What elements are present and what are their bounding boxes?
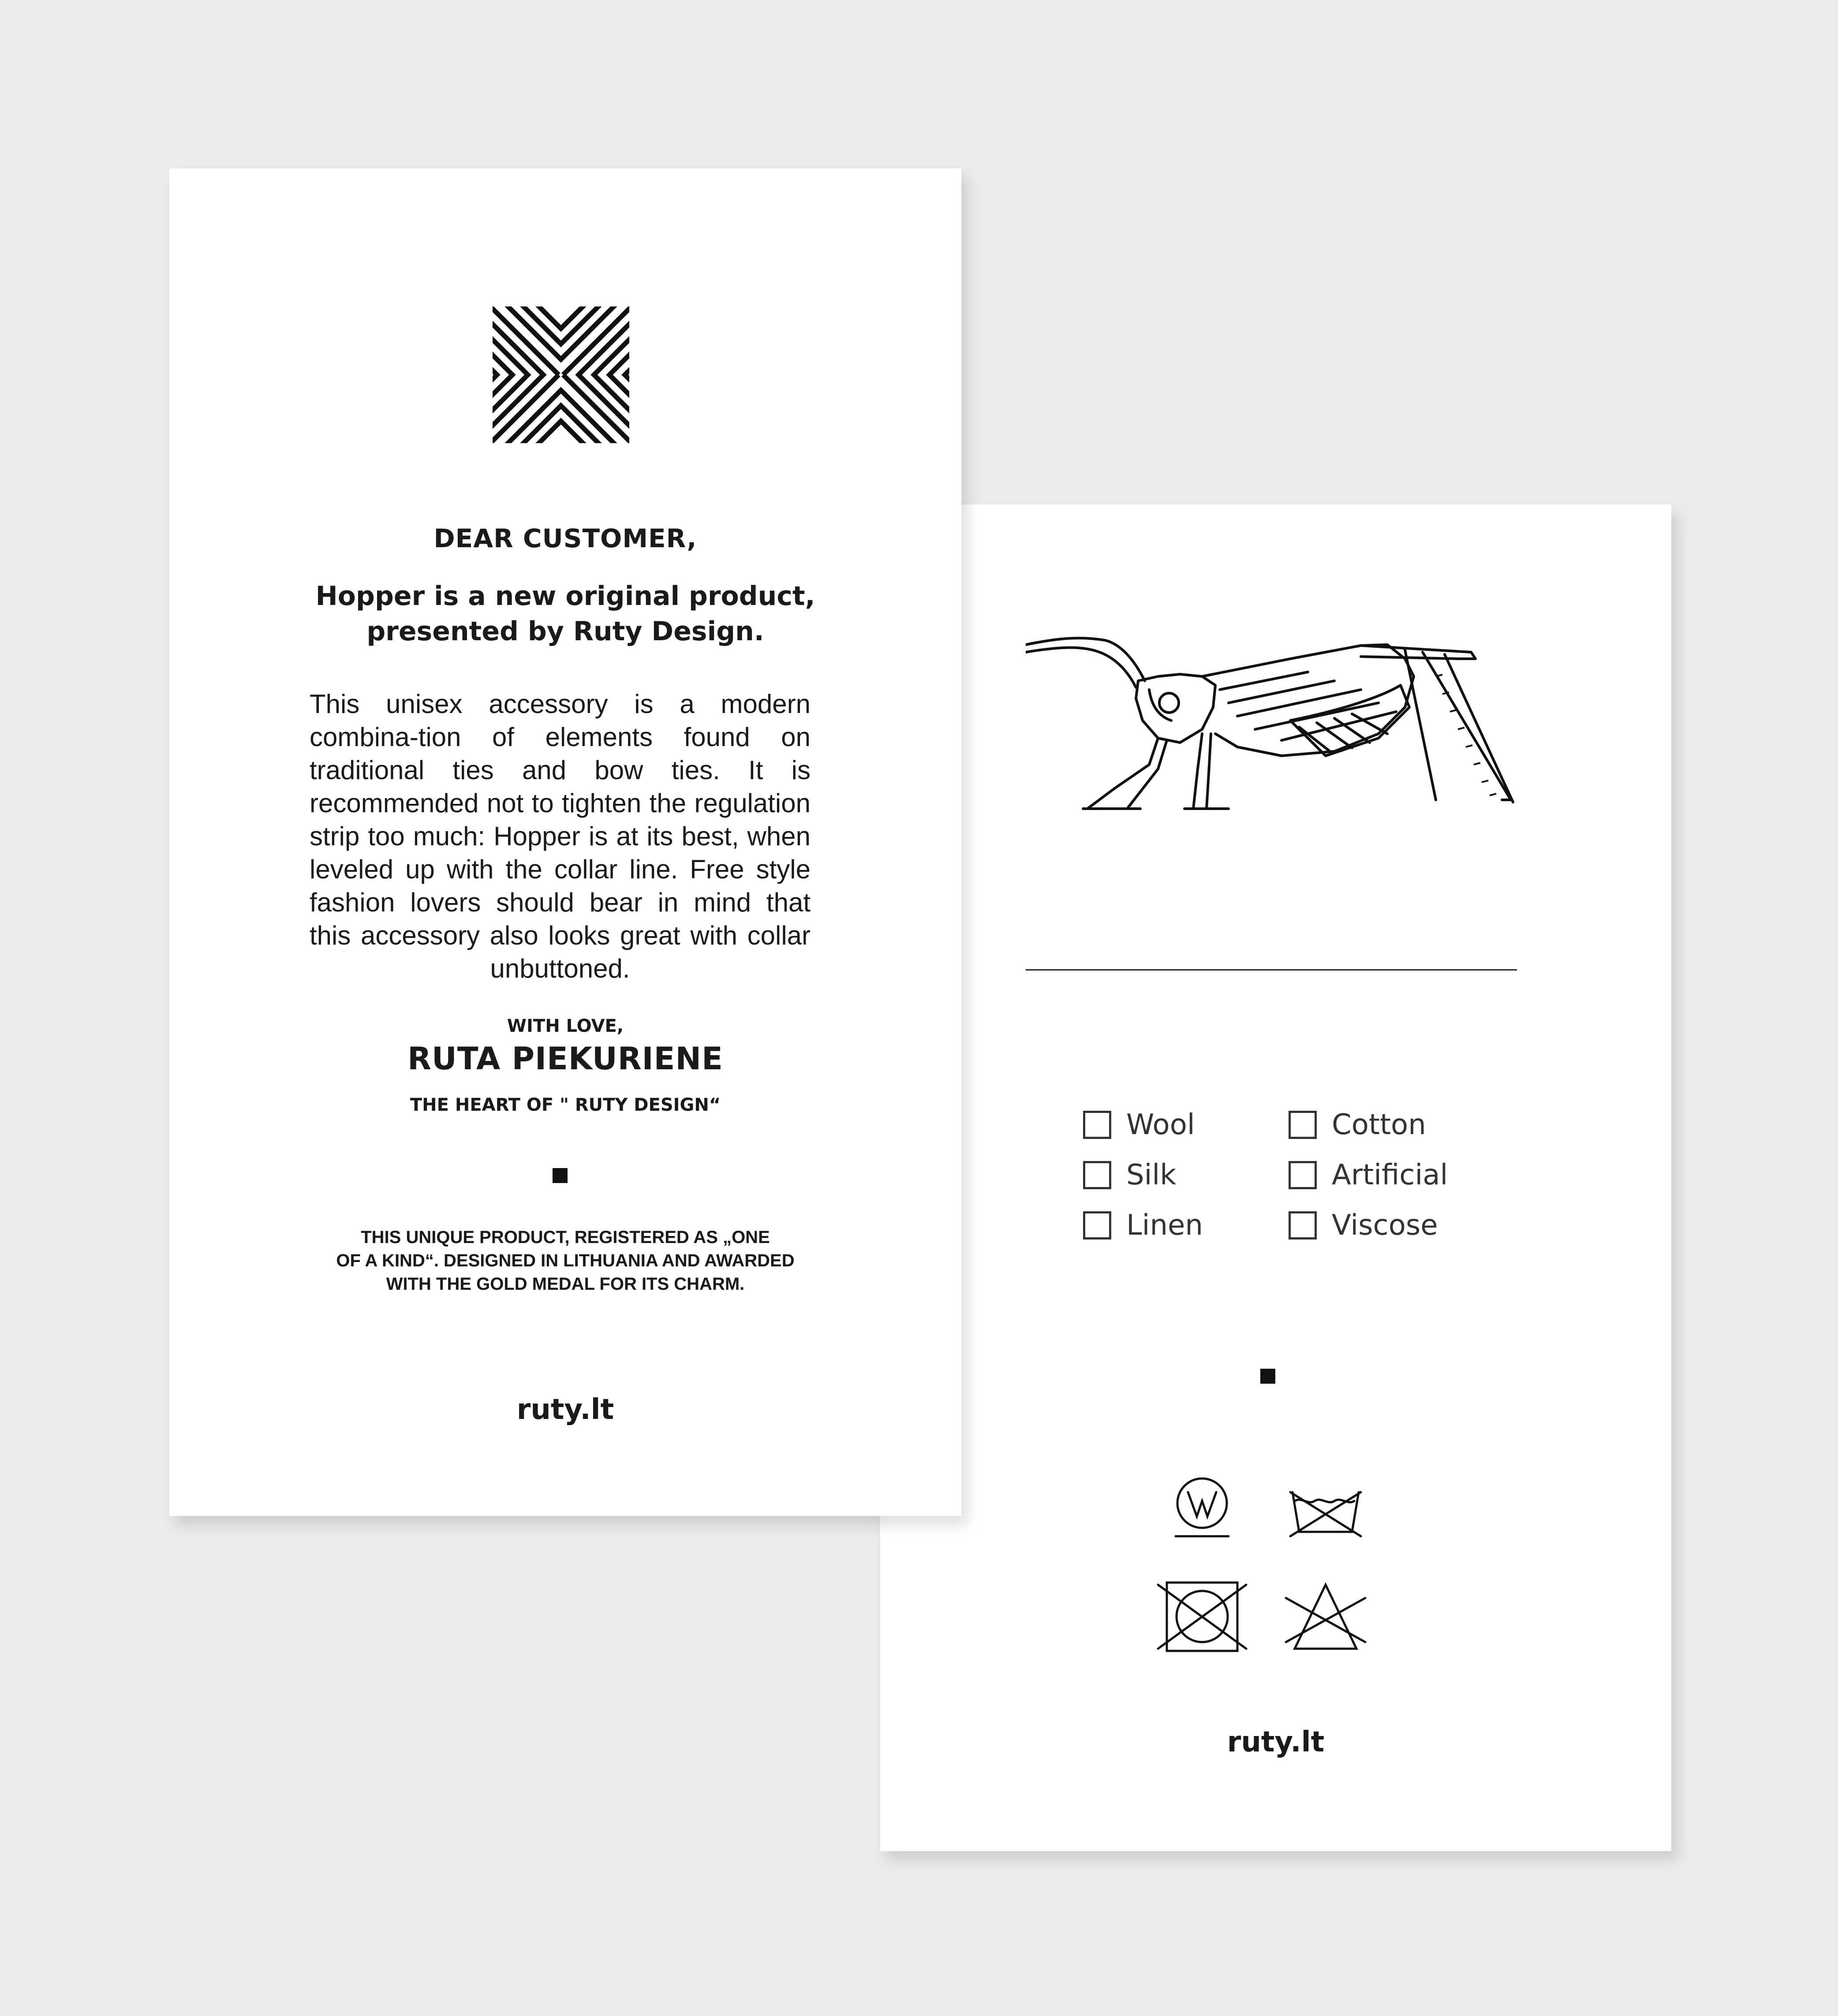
- product-card-front: [169, 168, 961, 1516]
- checkbox[interactable]: [1289, 1111, 1317, 1139]
- intro-line: presented by Ruty Design.: [366, 616, 764, 647]
- legal-line: OF A KIND“. DESIGNED IN LITHUANIA AND AWARDED: [336, 1251, 795, 1270]
- product-card-back: [880, 504, 1671, 1851]
- website-url: ruty.lt: [1227, 1726, 1325, 1758]
- checkbox[interactable]: [1289, 1211, 1317, 1239]
- closing-text: WITH LOVE,: [507, 1016, 624, 1036]
- legal-line: WITH THE GOLD MEDAL FOR ITS CHARM.: [386, 1274, 745, 1294]
- greeting-heading: DEAR CUSTOMER,: [433, 523, 697, 553]
- legal-line: THIS UNIQUE PRODUCT, REGISTERED AS „ONE: [361, 1228, 770, 1247]
- legal-note: [169, 1226, 961, 1296]
- professional-wet-clean-icon: [1176, 1478, 1229, 1536]
- checkbox[interactable]: [1083, 1161, 1111, 1189]
- fiber-label: Viscose: [1332, 1209, 1438, 1242]
- signer-name: RUTA PIEKURIENE: [407, 1041, 723, 1077]
- fiber-option-linen[interactable]: [1083, 1209, 1203, 1242]
- website-url: ruty.lt: [516, 1393, 614, 1426]
- signer-role: THE HEART OF " RUTY DESIGN“: [410, 1095, 721, 1115]
- fiber-option-cotton[interactable]: [1289, 1109, 1426, 1141]
- square-bullet-icon: [1260, 1369, 1275, 1384]
- do-not-wash-icon: [1290, 1492, 1361, 1536]
- square-bullet-icon: [553, 1168, 568, 1183]
- do-not-tumble-dry-icon: [1158, 1583, 1246, 1651]
- fiber-label: Cotton: [1332, 1109, 1426, 1141]
- fiber-label: Artificial: [1332, 1159, 1448, 1191]
- product-name-write-line: [1026, 969, 1517, 971]
- ruty-logo-icon: [493, 306, 629, 443]
- checkbox[interactable]: [1083, 1211, 1111, 1239]
- intro-line: Hopper is a new original product,: [315, 581, 815, 612]
- fiber-option-silk[interactable]: [1083, 1159, 1176, 1191]
- checkbox[interactable]: [1083, 1111, 1111, 1139]
- grasshopper-icon: [1026, 632, 1515, 862]
- do-not-bleach-icon: [1286, 1585, 1365, 1649]
- checkbox[interactable]: [1289, 1161, 1317, 1189]
- fiber-option-wool[interactable]: [1083, 1109, 1195, 1141]
- fiber-option-artificial[interactable]: [1289, 1159, 1448, 1191]
- fiber-option-viscose[interactable]: [1289, 1209, 1438, 1242]
- fiber-label: Silk: [1126, 1159, 1177, 1191]
- intro-text: [169, 579, 961, 649]
- product-description: This unisex accessory is a modern combina-tion of elements found on traditional ties and bow ties. It is recommended not to tighten the regulation strip too much: Hopper is at its best, when leveled up with the collar line. Free style fashion lovers should bear in mind that this accessory also looks great with collar unbuttoned.: [310, 689, 811, 983]
- care-symbols: [1154, 1475, 1401, 1660]
- fiber-label: Wool: [1126, 1109, 1195, 1141]
- fiber-label: Linen: [1126, 1209, 1203, 1242]
